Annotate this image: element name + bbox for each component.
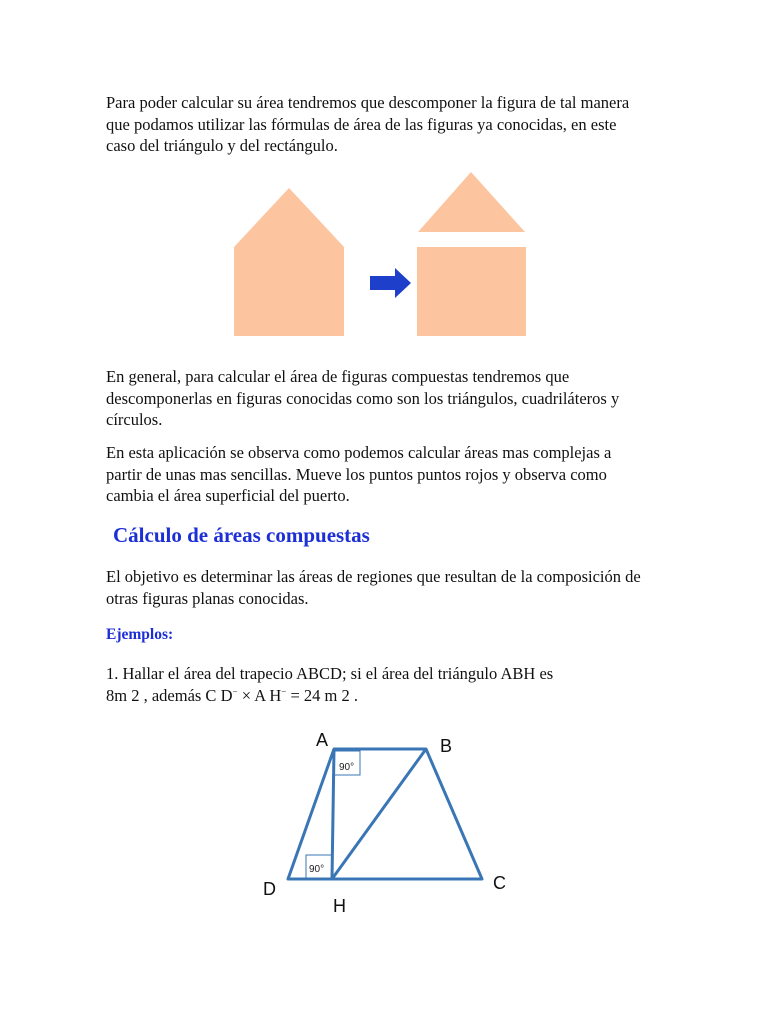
trapezoid-lines (288, 749, 482, 879)
vertex-label-h: H (333, 896, 346, 916)
application-line: partir de unas mas sencillas. Mueve los puntos puntos rojos y observa como (106, 464, 607, 484)
overline-mark: − (281, 686, 287, 696)
intro-line: que podamos utilizar las fórmulas de área de las figuras ya conocidas, en este (106, 114, 617, 134)
application-line: cambia el área superficial del puerto. (106, 486, 350, 505)
examples-label: Ejemplos: (106, 626, 174, 643)
vertex-label-d: D (263, 879, 276, 899)
objective-line: otras figuras planas conocidas. (106, 588, 309, 608)
general-line: círculos. (106, 410, 163, 429)
angle-label-top: 90° (339, 762, 355, 773)
example-1-line: 8m 2 , además C D− × A H− = 24 m 2 . (106, 685, 358, 705)
section-heading: Cálculo de áreas compuestas (113, 523, 370, 547)
objective-line: El objetivo es determinar las áreas de regiones que resultan de la composición de (106, 567, 641, 586)
intro-line: Para poder calcular su área tendremos que descomponer la figura de tal manera (106, 93, 630, 112)
general-line: En general, para calcular el área de figuras compuestas tendremos que (106, 367, 570, 386)
angle-label-bottom: 90° (309, 864, 325, 875)
vertex-label-b: B (440, 736, 453, 756)
intro-line: caso del triángulo y del rectángulo. (106, 136, 338, 155)
vertex-label-c: C (493, 873, 506, 893)
trapezoid-abcd (288, 749, 482, 879)
vertex-label-a: A (316, 730, 329, 750)
overline-mark: − (232, 686, 238, 696)
general-line: descomponerlas en figuras conocidas como son los triángulos, cuadriláteros y (106, 388, 620, 408)
example-1-line: 1. Hallar el área del trapecio ABCD; si el área del triángulo ABH es (106, 664, 554, 683)
application-line: En esta aplicación se observa como podemos calcular áreas mas complejas a (106, 443, 612, 462)
